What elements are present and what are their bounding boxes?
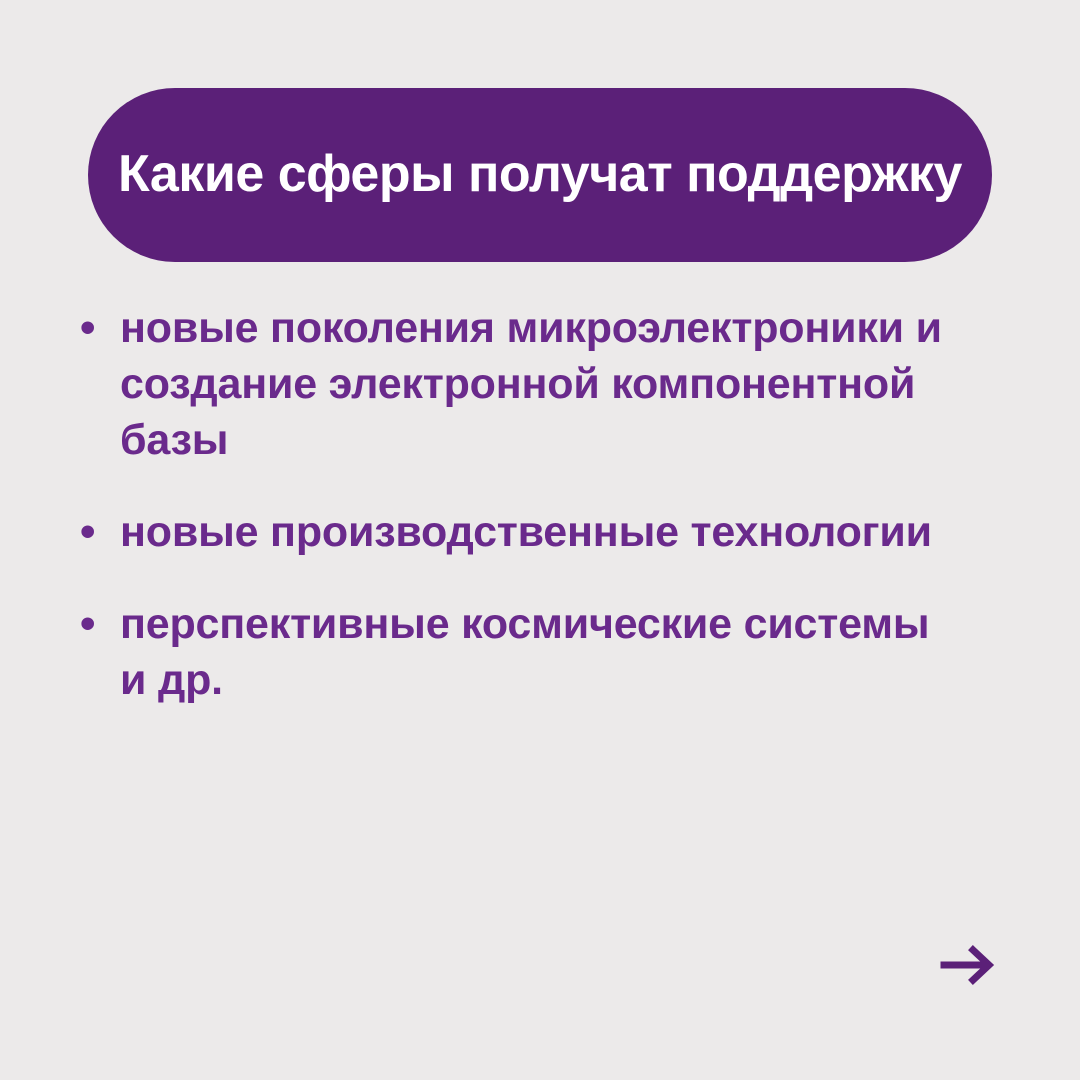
page-title: Какие сферы получат поддержку <box>118 145 962 204</box>
list-item <box>80 300 980 468</box>
bullet-marker-icon: • <box>80 303 96 352</box>
list-item <box>80 596 980 708</box>
bullet-marker-icon: • <box>80 599 96 648</box>
bullet-list <box>80 300 980 744</box>
list-item-text: новые поколения микроэлектроники и создание электронной компонентной базы <box>120 304 942 464</box>
list-item-text: новые производственные технологии <box>120 508 932 556</box>
bullet-marker-icon: • <box>80 507 96 556</box>
list-item-text: перспективные космические системы и др. <box>120 600 930 704</box>
arrow-right-icon <box>940 942 996 988</box>
next-slide-button[interactable] <box>940 942 996 988</box>
title-banner <box>88 88 992 262</box>
list-item <box>80 504 980 560</box>
